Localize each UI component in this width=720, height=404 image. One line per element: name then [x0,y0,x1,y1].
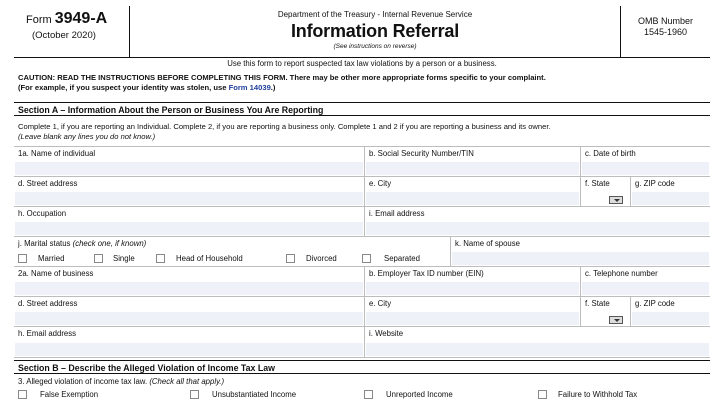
caution-text: (For example, if you suspect your identity was stolen, use [18,83,229,92]
field-city-1[interactable]: e. City [364,177,580,206]
form-header [14,6,710,58]
field-ein[interactable]: b. Employer Tax ID number (EIN) [364,267,580,296]
form-subtitle: (See instructions on reverse) [333,43,417,50]
row-2a [14,266,710,296]
caution-text-end: .) [270,83,276,92]
field-street-address-1[interactable]: d. Street address [14,177,364,206]
field-website[interactable]: i. Website [364,327,710,357]
unsubstantiated-income-label: Unsubstantiated Income [212,390,297,399]
separated-label: Separated [384,254,420,263]
field-city-2[interactable]: e. City [364,297,580,326]
field-occupation[interactable]: h. Occupation [14,207,364,236]
false-exemption-label: False Exemption [40,390,99,399]
omb-label: OMB Number [637,16,693,26]
unreported-income-label: Unreported Income [386,390,453,399]
field-telephone[interactable]: c. Telephone number [580,267,710,296]
form-number: 3949-A [54,10,108,27]
married-checkbox[interactable] [18,254,27,263]
form-label: Form [26,14,52,26]
caution-line-1: CAUTION: READ THE INSTRUCTIONS BEFORE COMPLETING THIS FORM. There may be other more appropriate forms specific to your complaint. [18,73,546,82]
failure-to-withhold-label: Failure to Withhold Tax [558,390,638,399]
field-state-2[interactable]: f. State [580,297,630,326]
field-business-name[interactable]: 2a. Name of business [14,267,364,296]
state-dropdown-1[interactable] [609,196,623,204]
field-state-1[interactable]: f. State [580,177,630,206]
instructions-note: (Leave blank any lines you do not know.) [18,132,156,141]
caution-line-2 [18,83,708,93]
field-date-of-birth[interactable]: c. Date of birth [580,147,710,176]
row-2d [14,296,710,326]
row-1h [14,206,710,236]
married-label: Married [38,254,65,263]
item-3-label: 3. Alleged violation of income tax law. (Check all that apply.) [18,377,225,386]
field-marital-status: j. Marital status (check one, if known) [18,239,147,248]
form-number-line [26,10,129,28]
field-email-2[interactable]: h. Email address [14,327,364,357]
row-1d [14,176,710,206]
field-email-1[interactable]: i. Email address [364,207,710,236]
section-a-instructions [18,122,708,142]
row-2h [14,326,710,358]
failure-to-withhold-checkbox[interactable] [538,390,547,399]
form-title-block [130,6,620,58]
caution-notice [18,73,708,93]
instructions-text: Complete 1, if you are reporting an Individual. Complete 2, if you are reporting a business only. Complete 1 and 2 if you are reporting a business and its owner. [18,122,551,131]
state-dropdown-2[interactable] [609,316,623,324]
section-a-header: Section A – Information About the Person or Business You Are Reporting [14,102,710,116]
field-ssn-tin[interactable]: b. Social Security Number/TIN [364,147,580,176]
separated-checkbox[interactable] [362,254,371,263]
section-b-header: Section B – Describe the Alleged Violation of Income Tax Law [14,360,710,374]
head-of-household-label: Head of Household [176,254,243,263]
form-revision: (October 2020) [32,30,96,41]
form-id-block [14,6,130,58]
unsubstantiated-income-checkbox[interactable] [190,390,199,399]
row-1a [14,146,710,176]
omb-number: 1545-1960 [643,27,688,37]
field-spouse-name[interactable]: k. Name of spouse [450,237,710,266]
single-label: Single [113,254,135,263]
usage-note: Use this form to report suspected tax law violations by a person or a business. [227,59,497,68]
head-of-household-checkbox[interactable] [156,254,165,263]
form-14039-link[interactable]: Form 14039 [228,83,271,92]
divorced-checkbox[interactable] [286,254,295,263]
divorced-label: Divorced [306,254,337,263]
false-exemption-checkbox[interactable] [18,390,27,399]
single-checkbox[interactable] [94,254,103,263]
field-zip-1[interactable]: g. ZIP code [630,177,710,206]
field-zip-2[interactable]: g. ZIP code [630,297,710,326]
field-name-of-individual[interactable]: 1a. Name of individual [14,147,364,176]
omb-block [620,6,710,58]
field-street-address-2[interactable]: d. Street address [14,297,364,326]
form-title: Information Referral [290,21,460,41]
unreported-income-checkbox[interactable] [364,390,373,399]
department-name: Department of the Treasury - Internal Revenue Service [277,10,473,19]
